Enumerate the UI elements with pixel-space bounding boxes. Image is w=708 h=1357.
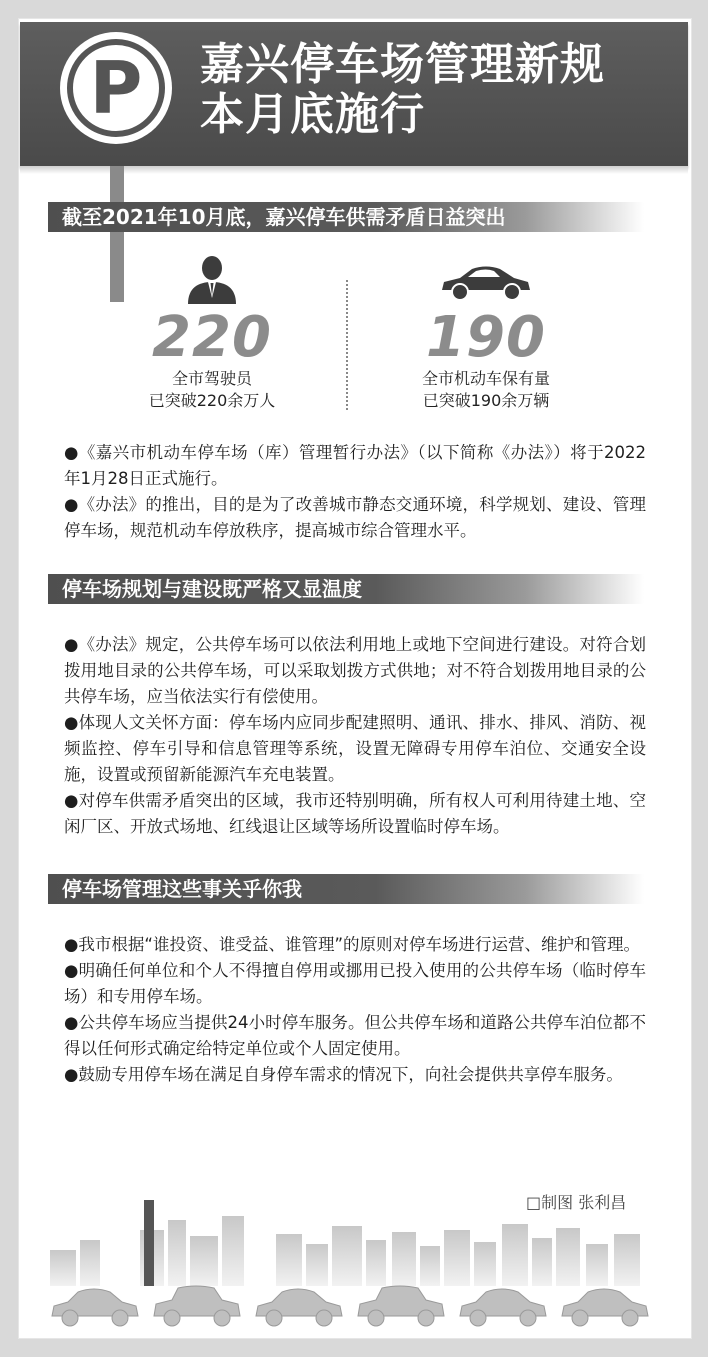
paragraph: ●我市根据“谁投资、谁受益、谁管理”的原则对停车场进行运营、维护和管理。 <box>64 935 640 954</box>
section-1-heading: 截至2021年10月底，嘉兴停车供需矛盾日益突出 <box>48 202 644 232</box>
parking-sign-icon <box>60 32 172 144</box>
credit-text: □制图 张利昌 <box>526 1193 627 1212</box>
paragraph: ●《嘉兴市机动车停车场（库）管理暂行办法》（以下简称《办法》）将于2022年1月28日正式施行。 <box>64 443 646 488</box>
page-title <box>200 40 680 140</box>
paragraph: ●鼓励专用停车场在满足自身停车需求的情况下，向社会提供共享停车服务。 <box>64 1065 623 1084</box>
title-line-2: 本月底施行 <box>200 89 425 140</box>
paragraph: ●公共停车场应当提供24小时停车服务。但公共停车场和道路公共停车泊位都不得以任何形式确定给特定单位或个人固定使用。 <box>64 1013 646 1058</box>
section-3-body <box>64 932 646 1088</box>
parking-letter: P <box>67 39 165 137</box>
section-2-body <box>64 632 646 840</box>
stat-vehicles <box>356 252 616 412</box>
stat-label: 全市机动车保有量 <box>421 369 550 388</box>
car-icon <box>438 252 534 304</box>
paragraph: ●《办法》的推出，目的是为了改善城市静态交通环境，科学规划、建设、管理停车场，规范机动车停放秩序，提高城市综合管理水平。 <box>64 495 646 540</box>
stat-value: 190 <box>426 305 546 370</box>
person-icon <box>182 252 242 304</box>
stat-detail: 已突破190余万辆 <box>422 391 550 410</box>
paragraph: ●明确任何单位和个人不得擅自停用或挪用已投入使用的公共停车场（临时停车场）和专用停车场。 <box>64 961 646 1006</box>
title-line-1: 嘉兴停车场管理新规 <box>200 39 605 90</box>
paragraph: ●体现人文关怀方面：停车场内应同步配建照明、通讯、排水、排风、消防、视频监控、停车引导和信息管理等系统，设置无障碍专用停车泊位、交通安全设施，设置或预留新能源汽车充电装置。 <box>64 713 646 784</box>
stat-divider <box>346 280 348 410</box>
section-3-heading: 停车场管理这些事关乎你我 <box>48 874 644 904</box>
stat-label: 全市驾驶员 <box>171 369 252 388</box>
stat-drivers <box>82 252 342 412</box>
paragraph: ●《办法》规定，公共停车场可以依法利用地上或地下空间进行建设。对符合划拨用地目录的公共停车场，可以采取划拨方式供地；对不符合划拨用地目录的公共停车场，应当依法实行有偿使用。 <box>64 635 646 706</box>
stat-detail: 已突破220余万人 <box>148 391 276 410</box>
stat-value: 220 <box>152 305 272 370</box>
cars-row-icon <box>40 1278 660 1334</box>
paragraph: ●对停车供需矛盾突出的区域，我市还特别明确，所有权人可利用待建土地、空闲厂区、开放式场地、红线退让区域等场所设置临时停车场。 <box>64 791 646 836</box>
section-1-body <box>64 440 646 544</box>
section-2-heading: 停车场规划与建设既严格又显温度 <box>48 574 644 604</box>
